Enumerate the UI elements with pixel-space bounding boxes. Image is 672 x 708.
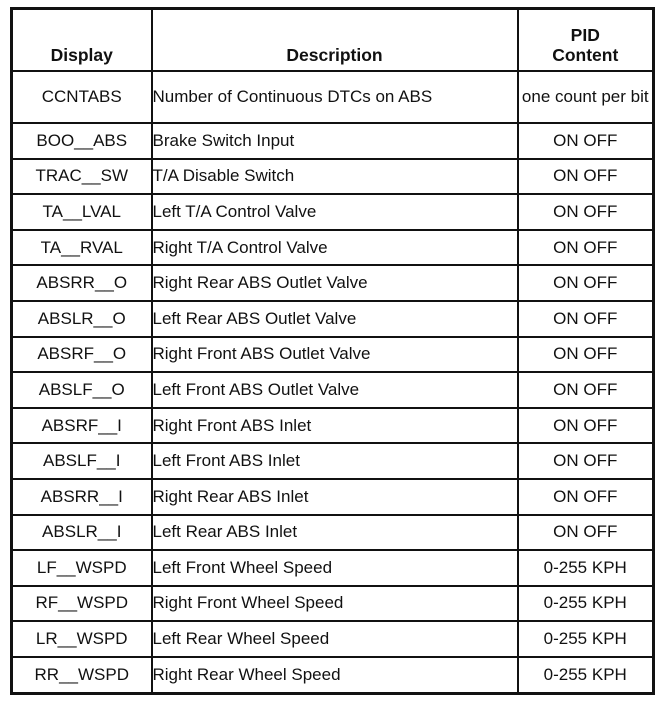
display-cell: TRAC__SW	[12, 159, 152, 195]
header-row	[12, 9, 654, 72]
description-cell: Left Front ABS Inlet	[152, 443, 518, 479]
description-cell: Number of Continuous DTCs on ABS	[152, 71, 518, 123]
table-row	[12, 123, 654, 159]
pid-content-cell: ON OFF	[518, 443, 654, 479]
description-cell: Left Rear ABS Outlet Valve	[152, 301, 518, 337]
pid-content-cell: 0-255 KPH	[518, 586, 654, 622]
description-cell: Left Rear Wheel Speed	[152, 621, 518, 657]
description-cell: Right Rear ABS Inlet	[152, 479, 518, 515]
table-row	[12, 657, 654, 693]
pid-content-cell: ON OFF	[518, 301, 654, 337]
display-cell: CCNTABS	[12, 71, 152, 123]
pid-content-cell: ON OFF	[518, 230, 654, 266]
display-cell: ABSRF__O	[12, 337, 152, 373]
display-cell: TA__LVAL	[12, 194, 152, 230]
table-row	[12, 337, 654, 373]
table-row	[12, 372, 654, 408]
description-cell: Right Rear ABS Outlet Valve	[152, 265, 518, 301]
description-cell: T/A Disable Switch	[152, 159, 518, 195]
pid-content-cell: ON OFF	[518, 479, 654, 515]
description-cell: Right Rear Wheel Speed	[152, 657, 518, 693]
header-pid-content	[518, 9, 654, 72]
display-cell: ABSLF__O	[12, 372, 152, 408]
pid-content-cell: one count per bit	[518, 71, 654, 123]
table-row	[12, 230, 654, 266]
pid-content-cell: ON OFF	[518, 337, 654, 373]
table-row	[12, 71, 654, 123]
table-row	[12, 515, 654, 551]
table-row	[12, 550, 654, 586]
display-cell: ABSRR__I	[12, 479, 152, 515]
table-row	[12, 159, 654, 195]
description-cell: Right T/A Control Valve	[152, 230, 518, 266]
table-row	[12, 194, 654, 230]
display-cell: BOO__ABS	[12, 123, 152, 159]
display-cell: ABSRR__O	[12, 265, 152, 301]
display-cell: RR__WSPD	[12, 657, 152, 693]
description-cell: Brake Switch Input	[152, 123, 518, 159]
pid-content-cell: ON OFF	[518, 408, 654, 444]
display-cell: RF__WSPD	[12, 586, 152, 622]
table-row	[12, 586, 654, 622]
description-cell: Left Front Wheel Speed	[152, 550, 518, 586]
pid-content-cell: ON OFF	[518, 159, 654, 195]
display-cell: ABSRF__I	[12, 408, 152, 444]
description-cell: Left Rear ABS Inlet	[152, 515, 518, 551]
pid-content-cell: 0-255 KPH	[518, 657, 654, 693]
pid-content-cell: ON OFF	[518, 123, 654, 159]
pid-content-cell: 0-255 KPH	[518, 550, 654, 586]
display-cell: ABSLR__O	[12, 301, 152, 337]
table-row	[12, 479, 654, 515]
table-row	[12, 301, 654, 337]
table-row	[12, 265, 654, 301]
description-cell: Left Front ABS Outlet Valve	[152, 372, 518, 408]
header-description: Description	[152, 9, 518, 72]
display-cell: ABSLF__I	[12, 443, 152, 479]
display-cell: LF__WSPD	[12, 550, 152, 586]
description-cell: Right Front ABS Inlet	[152, 408, 518, 444]
display-cell: ABSLR__I	[12, 515, 152, 551]
pid-content-cell: ON OFF	[518, 194, 654, 230]
pid-table	[10, 7, 655, 695]
pid-content-cell: ON OFF	[518, 265, 654, 301]
header-display: Display	[12, 9, 152, 72]
description-cell: Right Front Wheel Speed	[152, 586, 518, 622]
description-cell: Right Front ABS Outlet Valve	[152, 337, 518, 373]
pid-content-cell: ON OFF	[518, 515, 654, 551]
table-row	[12, 443, 654, 479]
pid-content-cell: 0-255 KPH	[518, 621, 654, 657]
pid-content-cell: ON OFF	[518, 372, 654, 408]
table-row	[12, 621, 654, 657]
header-pid-content-line2: Content	[552, 45, 619, 66]
display-cell: TA__RVAL	[12, 230, 152, 266]
header-pid-content-line1: PID	[570, 24, 600, 45]
table-row	[12, 408, 654, 444]
description-cell: Left T/A Control Valve	[152, 194, 518, 230]
display-cell: LR__WSPD	[12, 621, 152, 657]
